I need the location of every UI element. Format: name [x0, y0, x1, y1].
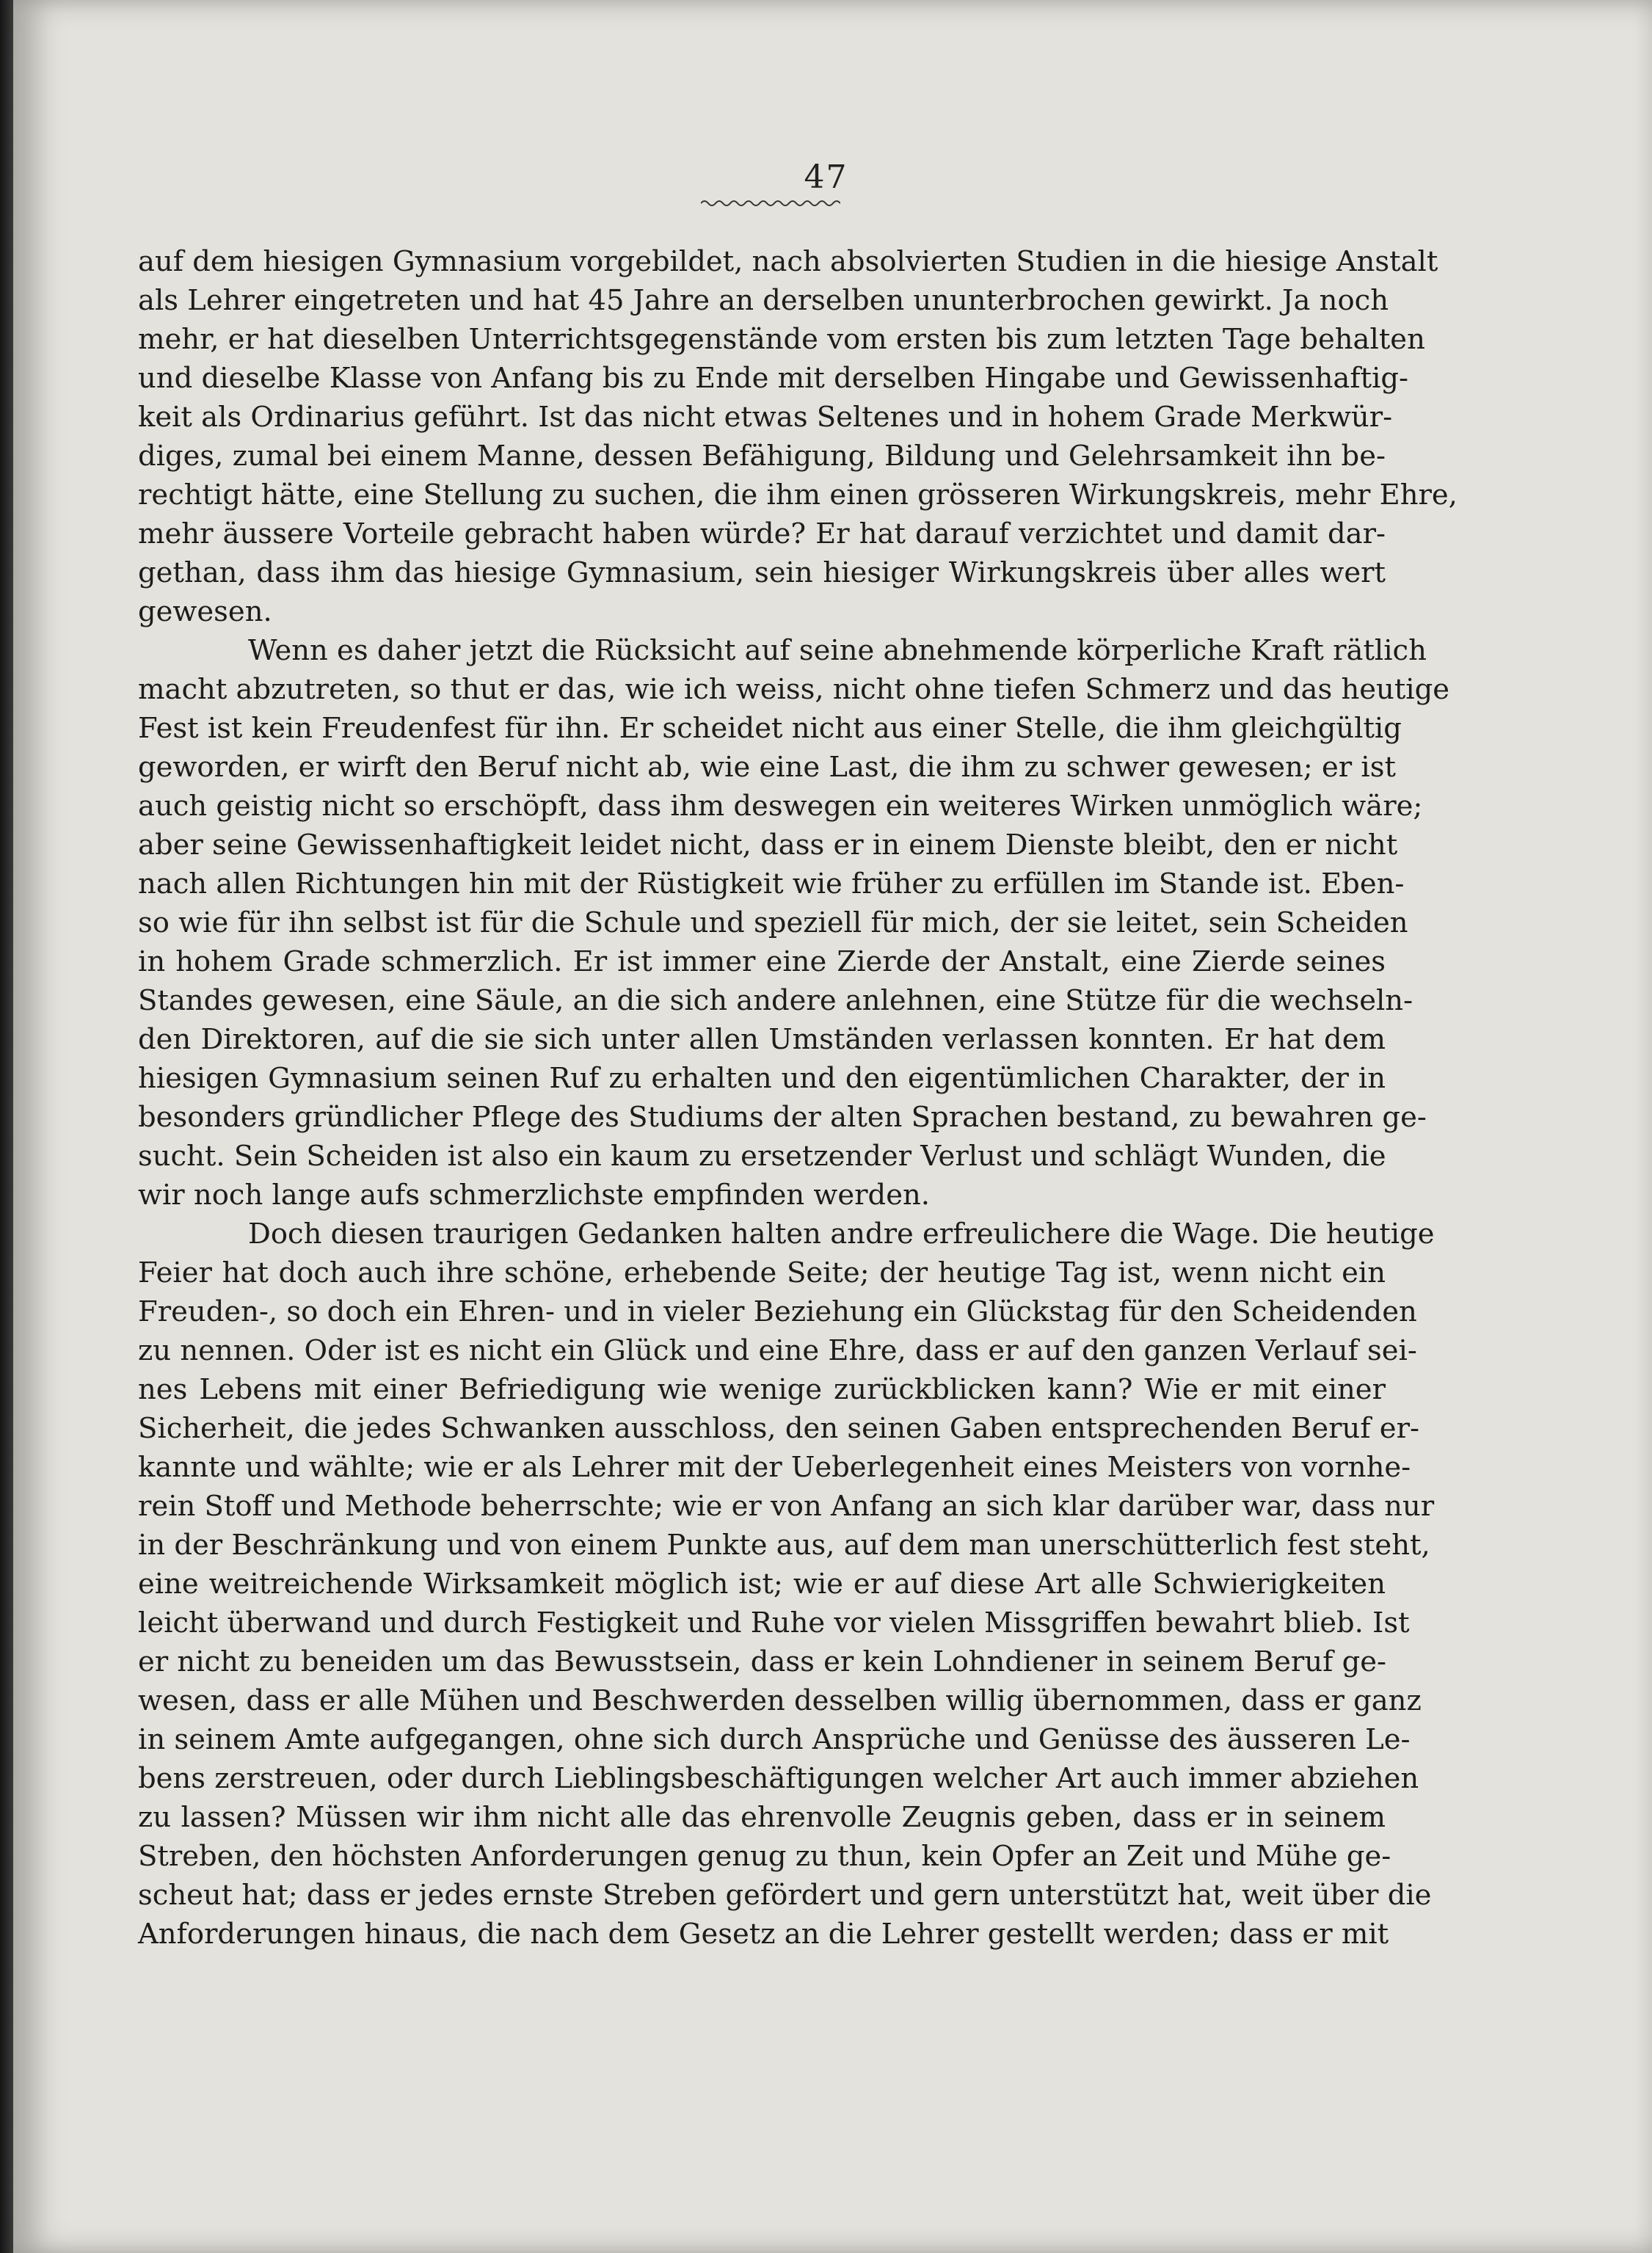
text-line: als Lehrer eingetreten und hat 45 Jahre an derselben ununterbrochen gewirkt. Ja noch [138, 284, 1389, 317]
text-line: gewesen. [138, 595, 272, 628]
text-line: er nicht zu beneiden um das Bewusstsein, dass er kein Lohndiener in seinem Beruf ge- [138, 1645, 1387, 1678]
text-line: bens zerstreuen, oder durch Lieblingsbeschäftigungen welcher Art auch immer abziehen [138, 1762, 1419, 1795]
text-line: nach allen Richtungen hin mit der Rüstigkeit wie früher zu erfüllen im Stande ist. Eben- [138, 867, 1405, 900]
text-line: zu nennen. Oder ist es nicht ein Glück und eine Ehre, dass er auf den ganzen Verlauf sei- [138, 1334, 1417, 1367]
text-line: geworden, er wirft den Beruf nicht ab, wie eine Last, die ihm zu schwer gewesen; er ist [138, 751, 1396, 784]
text-line: rechtigt hätte, eine Stellung zu suchen, die ihm einen grösseren Wirkungskreis, mehr Ehre, [138, 478, 1458, 512]
book-binding-edge [0, 0, 13, 2253]
text-line: eine weitreichende Wirksamkeit möglich ist; wie er auf diese Art alle Schwierigkeiten [138, 1568, 1386, 1601]
text-line: aber seine Gewissenhaftigkeit leidet nicht, dass er in einem Dienste bleibt, den er nicht [138, 829, 1398, 862]
text-line: wesen, dass er alle Mühen und Beschwerden desselben willig übernommen, dass er ganz [138, 1684, 1422, 1717]
text-line: in hohem Grade schmerzlich. Er ist immer eine Zierde der Anstalt, eine Zierde seines [138, 945, 1386, 978]
text-line: leicht überwand und durch Festigkeit und Ruhe vor vielen Missgriffen bewahrt blieb. Ist [138, 1606, 1410, 1639]
text-line: kannte und wählte; wie er als Lehrer mit der Ueberlegenheit eines Meisters von vornhe- [138, 1451, 1411, 1484]
text-line: und dieselbe Klasse von Anfang bis zu Ende mit derselben Hingabe und Gewissenhaftig- [138, 362, 1409, 395]
text-line: Doch diesen traurigen Gedanken halten andre erfreulichere die Wage. Die heutige [248, 1218, 1435, 1251]
text-line: besonders gründlicher Pflege des Studiums der alten Sprachen bestand, zu bewahren ge- [138, 1101, 1427, 1134]
text-line: wir noch lange aufs schmerzlichste empfinden werden. [138, 1179, 931, 1212]
text-line: sucht. Sein Scheiden ist also ein kaum zu ersetzender Verlust und schlägt Wunden, die [138, 1140, 1386, 1173]
text-line: auf dem hiesigen Gymnasium vorgebildet, nach absolvierten Studien in die hiesige Anstalt [138, 245, 1438, 278]
text-line: hiesigen Gymnasium seinen Ruf zu erhalten und den eigentümlichen Charakter, der in [138, 1062, 1386, 1095]
text-line: in seinem Amte aufgegangen, ohne sich durch Ansprüche und Genüsse des äusseren Le- [138, 1723, 1411, 1756]
text-line: in der Beschränkung und von einem Punkte aus, auf dem man unerschütterlich fest steht, [138, 1529, 1430, 1562]
text-line: Feier hat doch auch ihre schöne, erhebende Seite; der heutige Tag ist, wenn nicht ein [138, 1256, 1386, 1289]
text-line: gethan, dass ihm das hiesige Gymnasium, sein hiesiger Wirkungskreis über alles wert [138, 556, 1386, 589]
text-line: Anforderungen hinaus, die nach dem Gesetz an die Lehrer gestellt werden; dass er mit [138, 1918, 1389, 1951]
text-line: scheut hat; dass er jedes ernste Streben gefördert und gern unterstützt hat, weit über die [138, 1879, 1432, 1912]
text-line: auch geistig nicht so erschöpft, dass ihm deswegen ein weiteres Wirken unmöglich wäre; [138, 790, 1423, 823]
page-number: 47 [804, 159, 848, 196]
text-line: rein Stoff und Methode beherrschte; wie er von Anfang an sich klar darüber war, dass nur [138, 1490, 1435, 1523]
text-line: diges, zumal bei einem Manne, dessen Befähigung, Bildung und Gelehrsamkeit ihn be- [138, 440, 1386, 473]
text-line: Wenn es daher jetzt die Rücksicht auf seine abnehmende körperliche Kraft rätlich [248, 634, 1427, 667]
text-line: keit als Ordinarius geführt. Ist das nicht etwas Seltenes und in hohem Grade Merkwür- [138, 401, 1393, 434]
text-line: Standes gewesen, eine Säule, an die sich andere anlehnen, eine Stütze für die wechseln- [138, 984, 1413, 1017]
text-line: macht abzutreten, so thut er das, wie ich weiss, nicht ohne tiefen Schmerz und das heutige [138, 673, 1450, 706]
text-line: mehr äussere Vorteile gebracht haben würde? Er hat darauf verzichtet und damit dar- [138, 517, 1386, 550]
body-text [138, 242, 1458, 2224]
text-line: Sicherheit, die jedes Schwanken ausschloss, den seinen Gaben entsprechenden Beruf er- [138, 1412, 1419, 1445]
text-line: so wie für ihn selbst ist für die Schule und speziell für mich, der sie leitet, sein Scheiden [138, 906, 1408, 939]
text-line: Streben, den höchsten Anforderungen genug zu thun, kein Opfer an Zeit und Mühe ge- [138, 1840, 1391, 1873]
text-line: mehr, er hat dieselben Unterrichtsgegenstände vom ersten bis zum letzten Tage behalten [138, 323, 1425, 356]
text-line: Fest ist kein Freudenfest für ihn. Er scheidet nicht aus einer Stelle, die ihm gleichgültig [138, 712, 1402, 745]
text-line: Freuden-, so doch ein Ehren- und in vieler Beziehung ein Glückstag für den Scheidenden [138, 1295, 1417, 1328]
text-line: den Direktoren, auf die sie sich unter allen Umständen verlassen konnten. Er hat dem [138, 1023, 1386, 1056]
text-line: zu lassen? Müssen wir ihm nicht alle das ehrenvolle Zeugnis geben, dass er in seinem [138, 1801, 1386, 1834]
page-number-ornament [701, 198, 840, 208]
text-line: nes Lebens mit einer Befriedigung wie wenige zurückblicken kann? Wie er mit einer [138, 1373, 1386, 1406]
